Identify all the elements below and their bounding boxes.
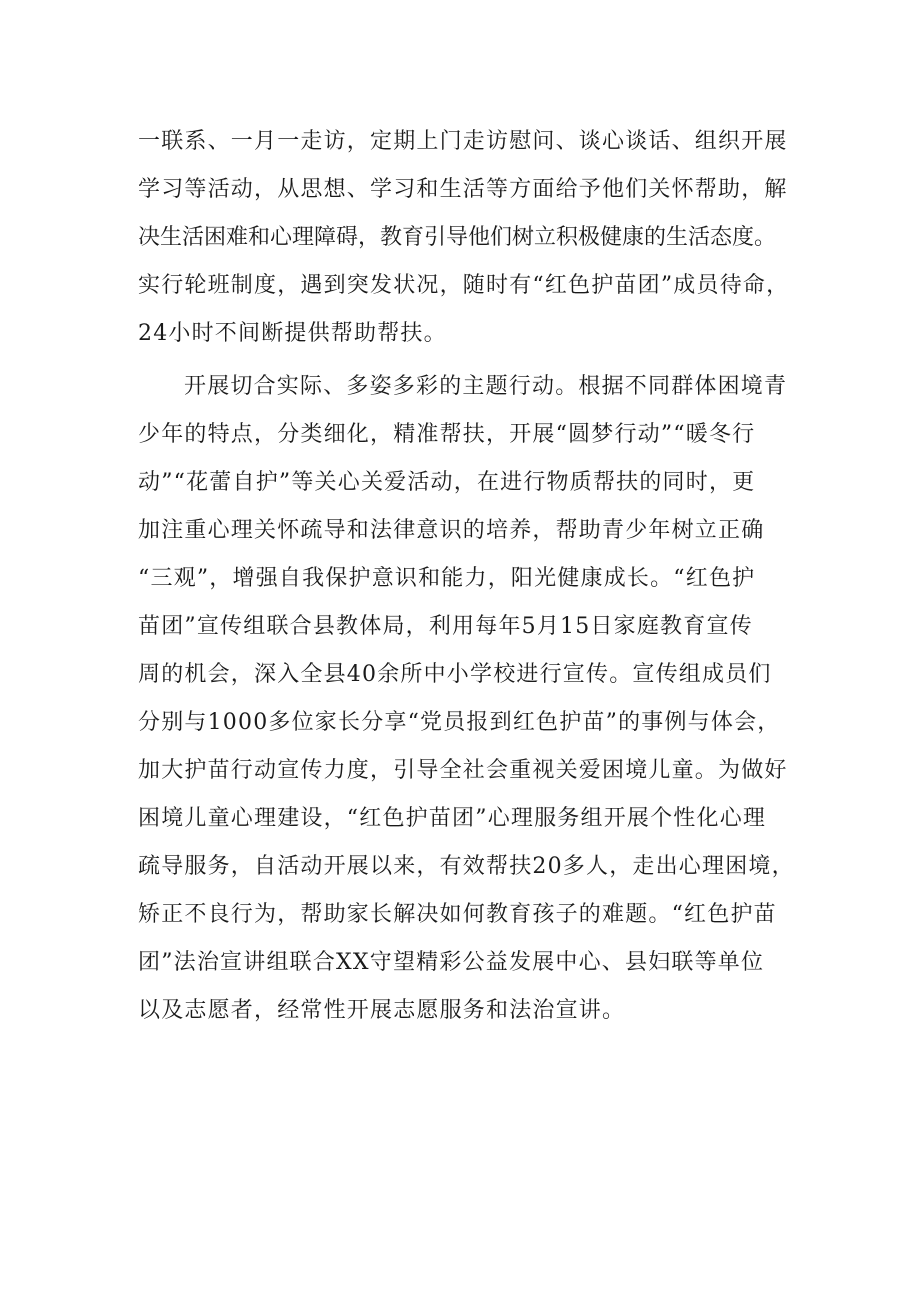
paragraph-2-line-11: 疏导服务，自活动开展以来，有效帮扶20多人，走出心理困境， (138, 854, 795, 879)
paragraph-2-line-6: 苗团”宣传组联合县教体局，利用每年5月15日家庭教育宣传 (138, 614, 753, 639)
paragraph-1-line-5: 24小时不间断提供帮助帮扶。 (138, 321, 447, 346)
paragraph-2-line-4: 加注重心理关怀疏导和法律意识的培养，帮助青少年树立正确 (138, 518, 765, 543)
paragraph-1-line-4: 实行轮班制度，遇到突发状况，随时有“红色护苗团”成员待命， (138, 273, 790, 298)
paragraph-2-line-1: 开展切合实际、多姿多彩的主题行动。根据不同群体困境青 (184, 374, 788, 399)
paragraph-2-line-13: 团”法治宣讲组联合XX守望精彩公益发展中心、县妇联等单位 (138, 950, 765, 975)
paragraph-2-line-9: 加大护苗行动宣传力度，引导全社会重视关爱困境儿童。为做好 (138, 758, 788, 783)
paragraph-2-line-12: 矫正不良行为，帮助家长解决如何教育孩子的难题。“红色护苗 (138, 902, 777, 927)
paragraph-2-line-8: 分别与1000多位家长分享“党员报到红色护苗”的事例与体会， (138, 710, 781, 735)
document-body (138, 118, 818, 1035)
paragraph-1-line-3: 决生活困难和心理障碍，教育引导他们树立积极健康的生活态度。 (138, 225, 777, 250)
paragraph-1-line-1: 一联系、一月一走访，定期上门走访慰问、谈心谈话、组织开展 (138, 129, 788, 154)
paragraph-2-line-14: 以及志愿者，经常性开展志愿服务和法治宣讲。 (138, 998, 626, 1023)
paragraph-2-line-10: 困境儿童心理建设，“红色护苗团”心理服务组开展个性化心理 (138, 806, 767, 831)
paragraph-1-line-2: 学习等活动，从思想、学习和生活等方面给予他们关怀帮助，解 (138, 177, 788, 202)
paragraph-2-line-2: 少年的特点，分类细化，精准帮扶，开展“圆梦行动”“暖冬行 (138, 422, 756, 447)
paragraph-2-line-7: 周的机会，深入全县40余所中小学校进行宣传。宣传组成员们 (138, 662, 772, 687)
paragraph-2-line-5: “三观”，增强自我保护意识和能力，阳光健康成长。“红色护 (138, 566, 756, 591)
paragraph-2-line-3: 动”“花蕾自护”等关心关爱活动，在进行物质帮扶的同时，更 (138, 470, 756, 495)
